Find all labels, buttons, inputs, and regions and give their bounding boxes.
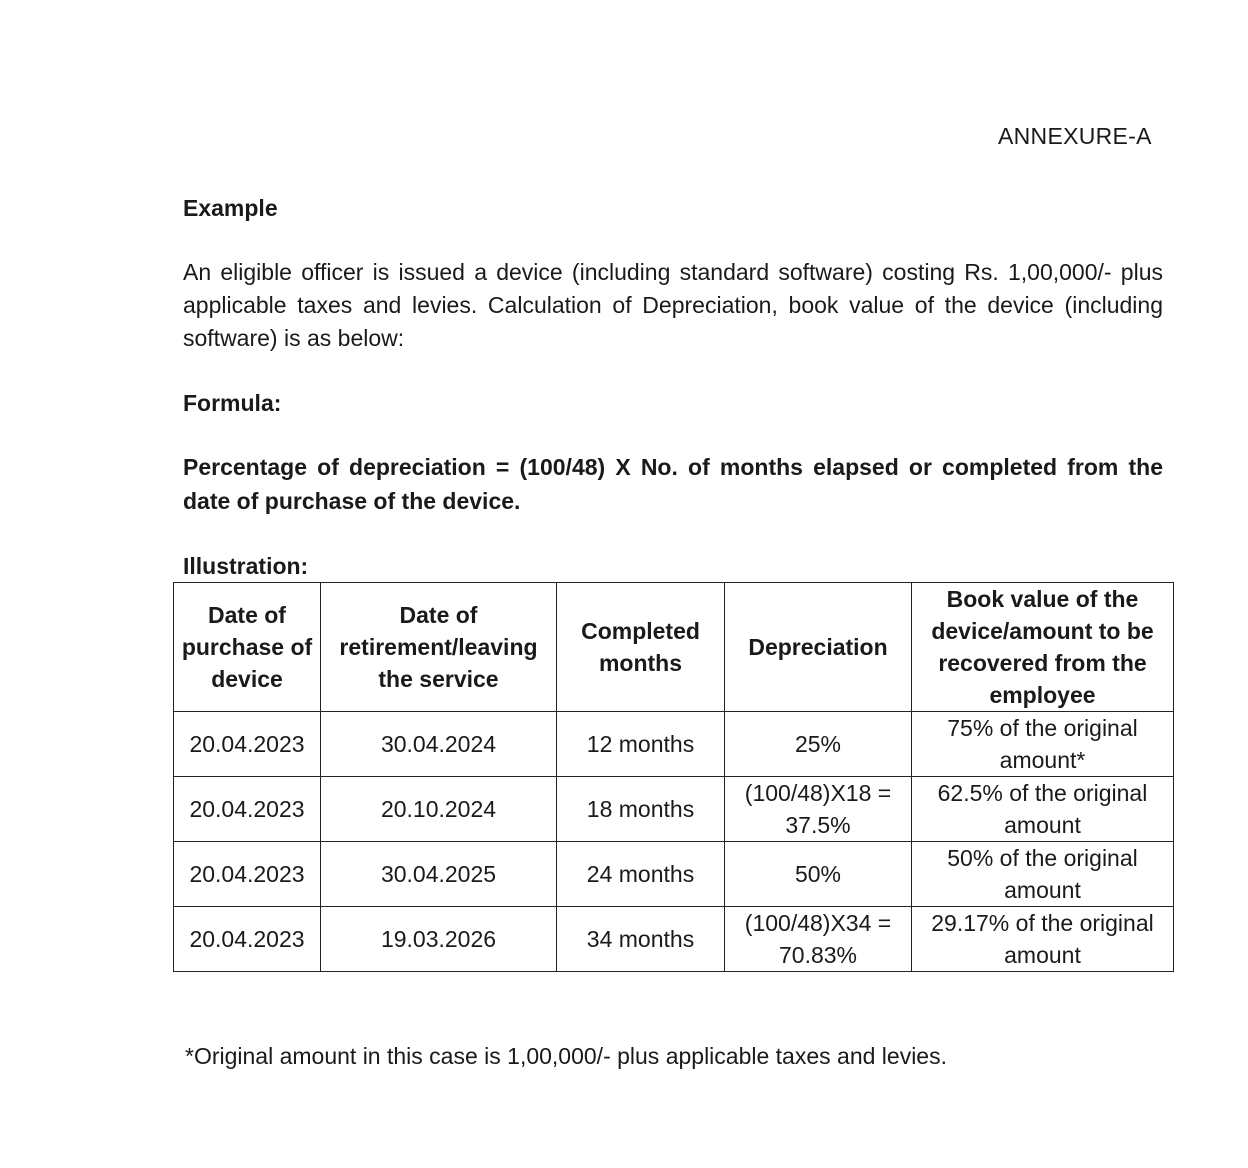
formula-heading: Formula:	[183, 390, 282, 416]
cell-completed-months: 24 months	[557, 842, 725, 907]
header-completed-months: Completed months	[557, 583, 725, 712]
cell-completed-months: 34 months	[557, 907, 725, 972]
header-purchase-date: Date of purchase of device	[174, 583, 321, 712]
cell-retirement-date: 20.10.2024	[321, 777, 557, 842]
table-header-row	[174, 583, 1174, 712]
cell-retirement-date: 30.04.2025	[321, 842, 557, 907]
cell-purchase-date: 20.04.2023	[174, 777, 321, 842]
cell-purchase-date: 20.04.2023	[174, 907, 321, 972]
table-row	[174, 712, 1174, 777]
formula-text: Percentage of depreciation = (100/48) X No. of months elapsed or completed from the date of purchase of the device.	[183, 454, 1163, 514]
table-row	[174, 842, 1174, 907]
table-row	[174, 907, 1174, 972]
intro-paragraph: An eligible officer is issued a device (including standard software) costing Rs. 1,00,000/- plus applicable taxes and levies. Calculation of Depreciation, book value of the device (including software) is as below:	[183, 259, 1163, 351]
header-depreciation: Depreciation	[725, 583, 912, 712]
cell-purchase-date: 20.04.2023	[174, 842, 321, 907]
cell-depreciation: 25%	[725, 712, 912, 777]
footnote: *Original amount in this case is 1,00,000/- plus applicable taxes and levies.	[185, 1043, 947, 1069]
cell-completed-months: 12 months	[557, 712, 725, 777]
illustration-heading: Illustration:	[183, 553, 309, 579]
cell-book-value: 62.5% of the original amount	[912, 777, 1174, 842]
header-retirement-date: Date of retirement/leaving the service	[321, 583, 557, 712]
cell-book-value: 50% of the original amount	[912, 842, 1174, 907]
cell-depreciation: 50%	[725, 842, 912, 907]
cell-purchase-date: 20.04.2023	[174, 712, 321, 777]
cell-book-value: 75% of the original amount*	[912, 712, 1174, 777]
example-heading: Example	[183, 195, 278, 221]
annexure-label: ANNEXURE-A	[998, 123, 1152, 149]
cell-book-value: 29.17% of the original amount	[912, 907, 1174, 972]
table-row	[174, 777, 1174, 842]
cell-completed-months: 18 months	[557, 777, 725, 842]
cell-depreciation: (100/48)X34 = 70.83%	[725, 907, 912, 972]
cell-retirement-date: 19.03.2026	[321, 907, 557, 972]
illustration-table	[173, 582, 1174, 972]
cell-depreciation: (100/48)X18 = 37.5%	[725, 777, 912, 842]
cell-retirement-date: 30.04.2024	[321, 712, 557, 777]
header-book-value: Book value of the device/amount to be recovered from the employee	[912, 583, 1174, 712]
